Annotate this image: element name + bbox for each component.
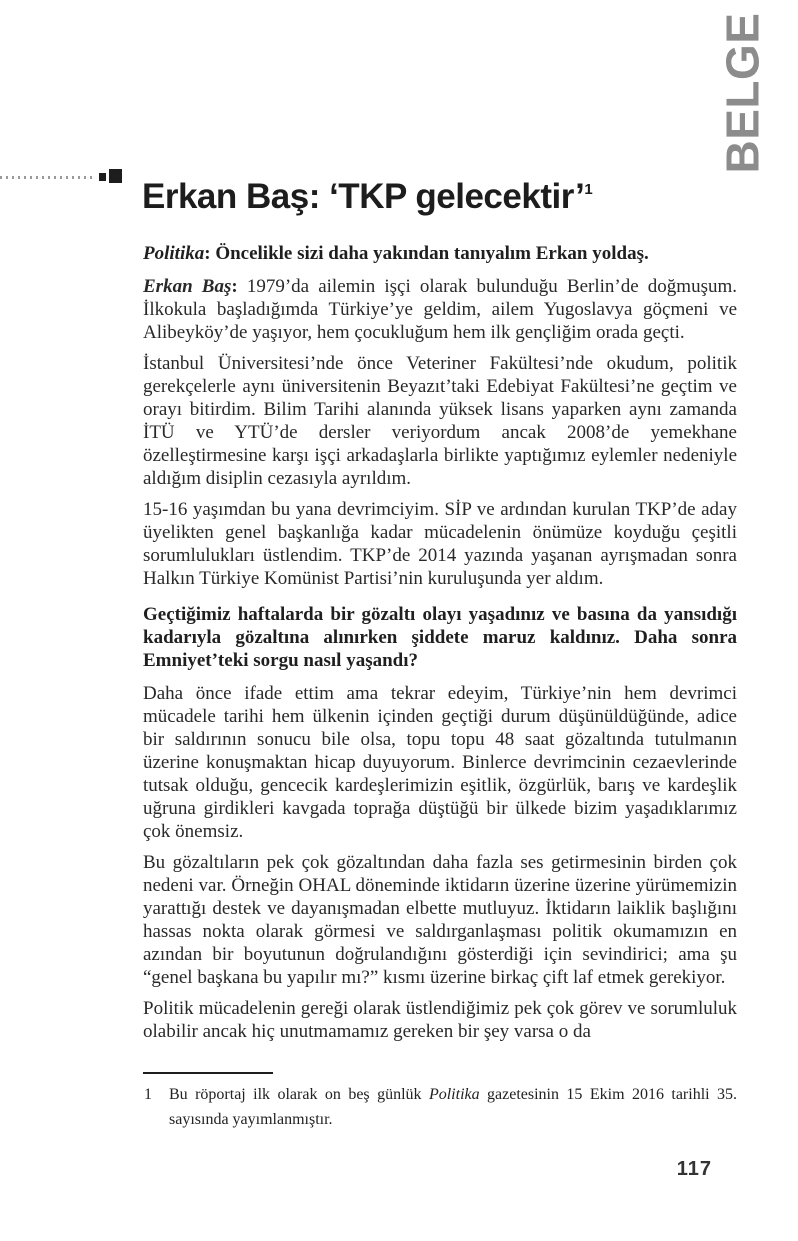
answer-paragraph: 15-16 yaşımdan bu yana devrimciyim. SİP ve ardından kurulan TKP’de aday üyelikten genel başkanlığa kadar mücadelenin önümüze koyduğu çeşitli sorumlulukları üstlendim. TKP’de 2014 yazında yaşanan ayrışmadan sonra Halkın Türkiye Komünist Partisi’nin kuruluşunda yer aldım. <box>143 499 737 589</box>
square-bullet-small <box>99 173 106 181</box>
speaker-lead: Erkan Baş: <box>143 276 238 297</box>
question-paragraph: Politika: Öncelikle sizi daha yakından tanıyalım Erkan yoldaş. <box>143 243 649 264</box>
article-body <box>143 242 737 1051</box>
page-title <box>142 170 742 217</box>
footnote-body <box>143 1082 737 1132</box>
spine-section-label: BELGE <box>716 12 768 174</box>
footnote-italic-title: Politika <box>428 1086 480 1103</box>
question-paragraph: Geçtiğimiz haftalarda bir gözaltı olayı yaşadınız ve basına da yansıdığı kadarıyla gözaltına alınırken şiddete maruz kaldınız. Daha sonra Emniyet’teki sorgu nasıl yaşandı? <box>143 604 737 671</box>
answer-paragraph: Daha önce ifade ettim ama tekrar edeyim, Türkiye’nin hem devrimci mücadele tarihi hem ülkenin içinden geçtiği durum düşünüldüğünde, adice bir saldırının sonucu bile olsa, topu topu 48 saat gözaltında tutulmanın üzerine konuşmaktan hicap duyuyorum. Binlerce devrimcinin cezaevlerinde tutsak olduğu, gencecik kardeşlerimizin eşitlik, özgürlük, barış ve kardeşlik uğruna girdikleri kavgada toprağa düştüğü bir ülkede bizim yaşadıklarımız çok önemsiz. <box>143 683 737 842</box>
answer-paragraph: Erkan Baş: 1979’da ailemin işçi olarak bulunduğu Berlin’de doğmuşum. İlkokula başladığımda Türkiye’ye geldim, ailem Yugoslavya göçmeni ve Alibeyköy’de yaşıyor, hem çocukluğum hem ilk gençliğim orada geçti. <box>143 276 737 343</box>
page-title-text: Erkan Baş: ‘TKP gelecektir’ <box>142 177 585 217</box>
dotted-line-decoration <box>0 176 96 179</box>
title-footnote-ref: 1 <box>584 181 593 199</box>
page-number: 117 <box>676 1158 712 1180</box>
speaker-lead: Politika: <box>143 243 211 264</box>
footnote <box>143 1072 737 1132</box>
spine-section-label-wrap <box>712 12 772 174</box>
footnote-text-before: Bu röportaj ilk olarak on beş günlük <box>169 1086 429 1103</box>
answer-paragraph: Politik mücadelenin gereği olarak üstlendiğimiz pek çok görev ve sorumluluk olabilir ancak hiç unutmamamız gereken bir şey varsa o da <box>143 998 737 1042</box>
footnote-number: 1 <box>144 1086 152 1103</box>
footnote-text-after: gazetesinin 15 Ekim 2016 tarihli 35. sayısında yayımlanmıştır. <box>169 1086 738 1128</box>
answer-paragraph: Bu gözaltıların pek çok gözaltından daha fazla ses getirmesinin birden çok nedeni var. Örneğin OHAL döneminde iktidarın üzerine üzerine yürümemizin yarattığı destek ve dayanışmadan elbette mutluyuz. İktidarın laiklik başlığını hassas nokta olarak görmesi ve saldırganlaşması politik okumamızın en azından bir boyutunun doğrulandığını gösterdiği için sevindirici; ama şu “genel başkana bu yapılır mı?” kısmı üzerine birkaç çift laf etmek gerekiyor. <box>143 852 737 988</box>
square-bullet-large <box>109 169 122 183</box>
answer-paragraph: İstanbul Üniversitesi’nde önce Veteriner Fakültesi’nde okudum, politik gerekçelerle aynı üniversitenin Beyazıt’taki Edebiyat Fakültesi’ne geçtim ve orayı bitirdim. Bilim Tarihi alanında yüksek lisans yaparken aynı zamanda İTÜ ve YTÜ’de dersler veriyordum ancak 2008’de yemekhane özelleştirmesine karşı işçi arkadaşlarla birlikte yaptığımız eylemler nedeniyle aldığım disiplin cezasıyla ayrıldım. <box>143 353 737 489</box>
footnote-rule <box>143 1072 273 1074</box>
